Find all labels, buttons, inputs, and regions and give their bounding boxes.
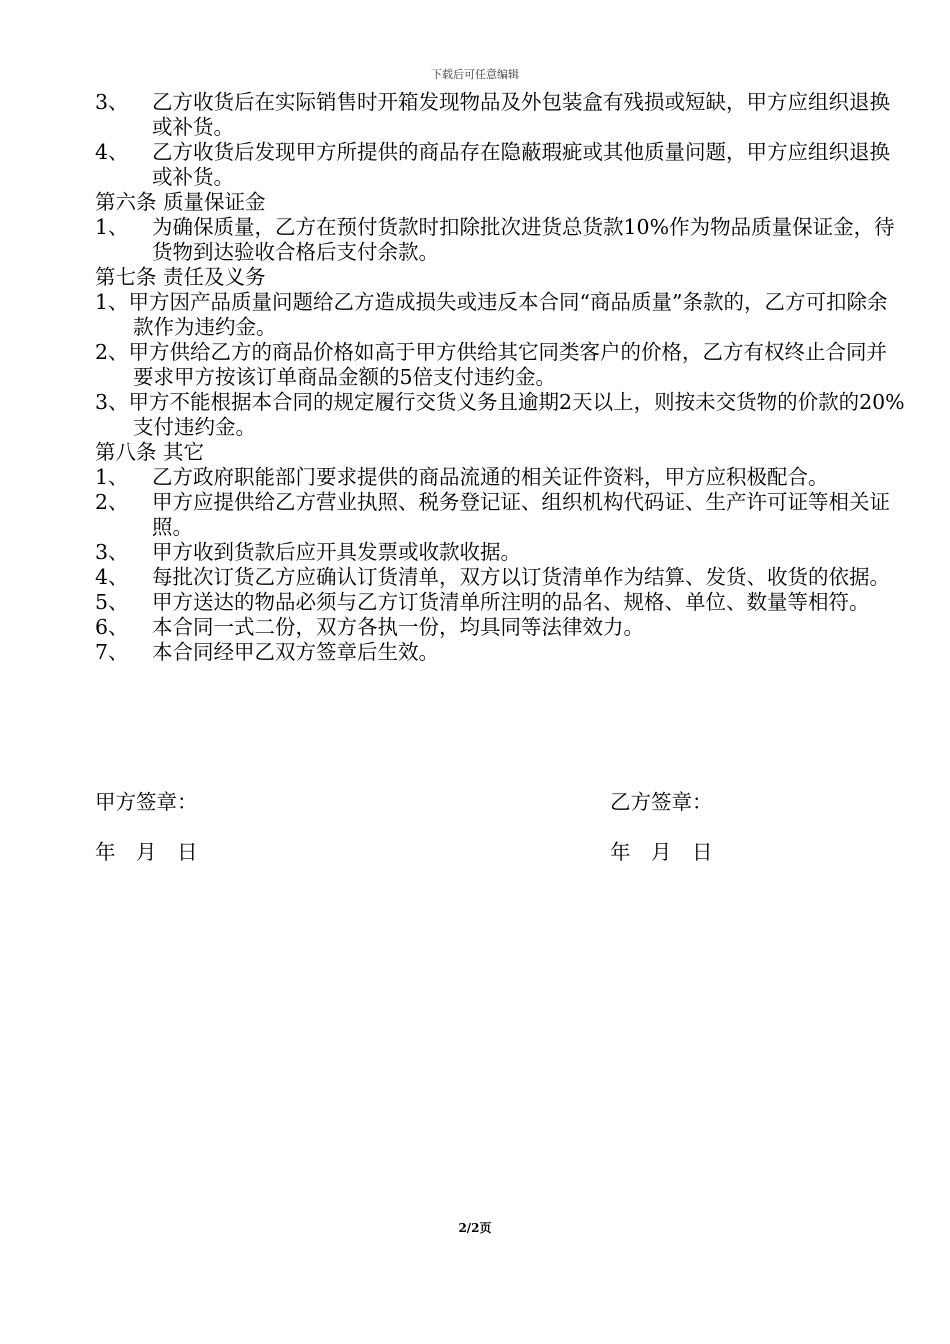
clause-text: 为确保质量，乙方在预付货款时扣除批次进货总货款10%作为物品质量保证金，待货物到达验收合格后支付余款。 (152, 215, 895, 264)
section-heading: 第七条 责任及义务 (95, 265, 266, 289)
clause-item (95, 215, 907, 265)
clause-number: 4、 (95, 140, 129, 164)
clause-item (95, 540, 907, 565)
clause-number: 2、 (95, 490, 129, 514)
clause-item (95, 90, 907, 140)
clause-item: 2、甲方供给乙方的商品价格如高于甲方供给其它同类客户的价格，乙方有权终止合同并要求甲方按该订单商品金额的5倍支付违约金。 (95, 340, 888, 389)
page-header: 下载后可任意编辑 (431, 68, 519, 81)
clause-item (95, 565, 907, 590)
section-heading: 第六条 质量保证金 (95, 190, 266, 214)
clause-text: 甲方应提供给乙方营业执照、税务登记证、组织机构代码证、生产许可证等相关证照。 (152, 490, 890, 539)
clause-number: 3、 (95, 90, 129, 114)
clause-text: 乙方收货后发现甲方所提供的商品存在隐蔽瑕疵或其他质量问题，甲方应组织退换或补货。 (152, 140, 890, 189)
clause-text: 甲方送达的物品必须与乙方订货清单所注明的品名、规格、单位、数量等相符。 (152, 590, 870, 614)
clause-number: 4、 (95, 565, 129, 589)
clause-number: 6、 (95, 615, 129, 639)
section-heading: 第八条 其它 (95, 440, 205, 464)
clause-number: 1、 (95, 465, 129, 489)
clause-item (95, 465, 907, 490)
clause-item: 1、甲方因产品质量问题给乙方造成损失或违反本合同“商品质量”条款的，乙方可扣除余款作为违约金。 (95, 290, 888, 339)
clause-number: 3、 (95, 540, 129, 564)
party-b-date: 年 月 日 (610, 840, 713, 864)
clause-text: 本合同一式二份，双方各执一份，均具同等法律效力。 (152, 615, 644, 639)
clause-text: 乙方收货后在实际销售时开箱发现物品及外包装盒有残损或短缺，甲方应组织退换或补货。 (152, 90, 890, 139)
clause-number: 7、 (95, 640, 129, 664)
clause-number: 1、 (95, 215, 129, 239)
clause-text: 本合同经甲乙双方签章后生效。 (152, 640, 439, 664)
clause-number: 5、 (95, 590, 129, 614)
clause-item (95, 490, 907, 540)
clause-item (95, 615, 907, 640)
clause-text: 每批次订货乙方应确认订货清单，双方以订货清单作为结算、发货、收货的依据。 (152, 565, 890, 589)
clause-item (95, 590, 907, 615)
clause-text: 甲方收到货款后应开具发票或收款收据。 (152, 540, 521, 564)
clause-item (95, 140, 907, 190)
party-b-signature-label: 乙方签章： (610, 790, 713, 814)
contract-body (95, 90, 907, 665)
clause-item: 3、甲方不能根据本合同的规定履行交货义务且逾期2天以上，则按未交货物的价款的20%支付违约金。 (95, 390, 905, 439)
party-a-signature-label: 甲方签章： (95, 790, 198, 814)
party-a-date: 年 月 日 (95, 840, 198, 864)
clause-item (95, 640, 907, 665)
page-number: 2/2页 (458, 1221, 492, 1235)
clause-text: 乙方政府职能部门要求提供的商品流通的相关证件资料，甲方应积极配合。 (152, 465, 829, 489)
